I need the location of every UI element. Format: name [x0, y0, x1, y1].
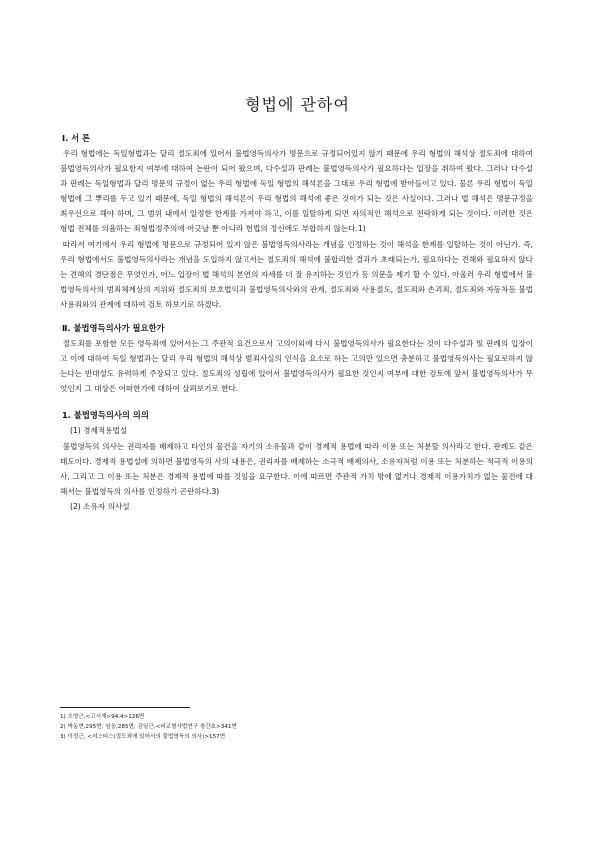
paragraph: 불법영득의 의사는 권리자를 배제하고 타인의 물건을 자기의 소유물과 같이 경제적 용법에 따라 이용 또는 처분할 의사라고 한다. 판례도 같은 태도이다. 경제적 용법설에 의하면 불법영득의 사의 내용은, 권리자를 배제하는 소극적 배제의사, 소유자처럼 이용 또는 처분하는 적극적 이용의사, 그리고 그 이용 또는 처분은 경제적 용법에 따를 것임을 요구한다. 이에 따르면 주관적 가치 밖에 없거나 경제적 이용가치가 없는 물건에 대해서는 불법영득의 의사를 인정하기 곤란하다.3)	[60, 441, 536, 496]
footnote: 1) 오영근,<고시계>94.4>126면	[60, 714, 145, 720]
footnotes	[60, 712, 533, 742]
paragraph: 따라서 여기에서 우리 형법에 명문으로 규정되어 있지 않은 불법영득의사라는 개념을 인정하는 것이 해석을 한계를 일탈하는 것이 아닌가. 즉, 우리 형법에서도 불법영득의사라는 개념을 도입하지 않고서는 절도죄의 해석에 불합리한 결과가 초래되는가, 필요하다는 견해와 필요하지 않다는 견해의 경단점은 무엇인가, 어느 입장이 법 해석의 본연의 자세를 더 잘 유지하는 것인가 등 의문을 제기 할 수 있다. 아울러 우리 형법에서 불법영득의사의 범죄체계상의 지위와 절도죄의 보호법익과 불법영득의사와의 관계, 절도죄와 사용절도, 절도죄와 손괴죄, 절도죄와 자동차등 불법사용죄와의 관계에 대하여 검토 하보기로 하겠다.	[60, 239, 536, 309]
page-title: 형법에 관하여	[245, 95, 350, 114]
footnote: 3) 이정근, <저스티스(절도죄에 있어서의 불법영득의 의사)>157면	[60, 734, 226, 740]
subsection-heading: 1. 불법영득의사의 의의	[62, 410, 149, 421]
section-heading-introduction: Ⅰ. 서 론	[62, 133, 91, 143]
footnote: 2) 박동현,295면; 임웅,285면; 김일근,<비교형사법연구 창간호>341면	[60, 724, 237, 730]
paragraph: 우리 형법에는 독일형법과는 달리 절도죄에 있어서 불법영득의사가 명문으로 규정되어있지 않기 때문에 우리 형법의 해석상 절도죄에 대하여 불법영득의사가 필요한지 여부에 대하여 논란이 되어 왔으며, 다수설과 판례는 불법영득의사가 필요하다는 입장을 취하여 왔다. 그러나 다수설과 판례는 독일형법과 달리 명문의 규정이 없는 우리 형법에 독일 형법의 해석론을 그대로 우리 형법에 받아들이고 있다. 물론 우리 형법이 독일 형법에 그 뿌리를 두고 있기 때문에, 독일 형법의 해석론이 우리 형법의 해석에 좋은 것이가 되는 것은 사실이다. 그러나 법 해석은 명문규정을 최우선으로 해야 하며, 그 범위 내에서 일정한 한계를 가져야 하고, 이를 일탈하게 되면 자의적인 해석으로 전락하게 되는 것이다. 이러한 것은 형법 전체를 의율하는 죄형법정주의에 어긋날 뿐 아니라 헌법의 정신에도 부합하지 않는다.1)	[60, 149, 536, 234]
paragraph: 절도죄를 포함한 모든 영득죄에 있어서는 그 주관적 요건으로서 고의이외에 다시 불법영득의사가 필요한다는 것이 다수설과 및 판례의 입장이고 이에 대하여 독일 형법과는 달리 우리 형법의 해석상 범죄사실의 인식을 요소로 하는 고의만 있으면 충분하고 불법영득의사는 필요로하지 않는다는 반대설도 유력하게 주장되고 있다. 절도죄의 성립에 있어서 불법영득의사가 필요한 것인지 여부에 대한 검토에 앞서 불법영득의사가 무엇인지 그 대상은 어떠한가에 대하여 살펴보기로 한다.	[60, 339, 533, 394]
footnote-divider	[60, 707, 190, 708]
subsection-item-label: (1) 경제적용법설	[70, 426, 128, 436]
subsection-item-label: (2) 소유자 의사설	[70, 501, 130, 511]
document-body	[60, 132, 536, 514]
section-heading-necessity: Ⅱ. 불법영득의사가 필요한가	[62, 323, 165, 334]
